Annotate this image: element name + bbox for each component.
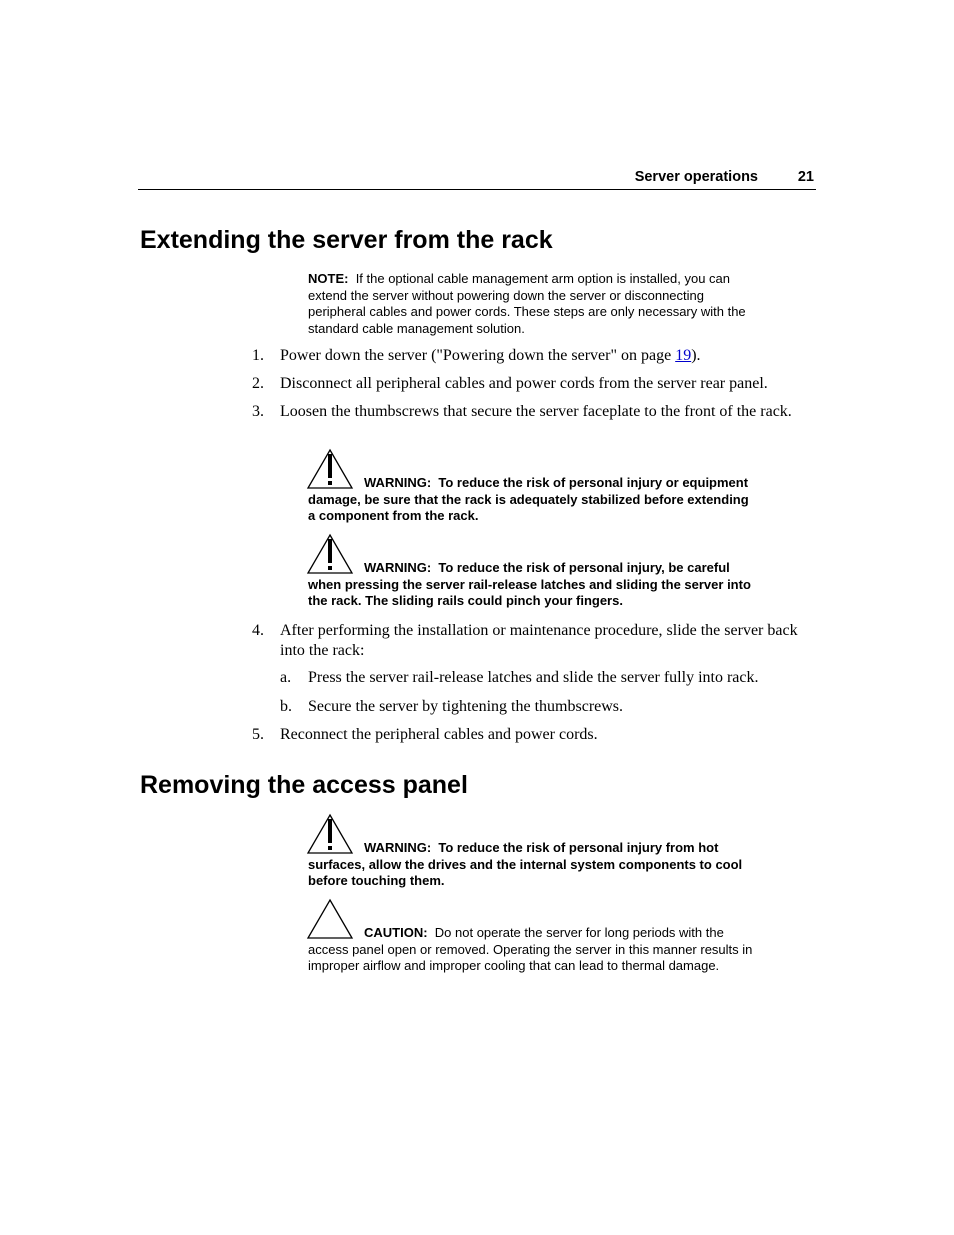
substep-text: Secure the server by tightening the thumbscrews. [308,698,624,715]
step-text: Disconnect all peripheral cables and power cords from the server rear panel. [280,375,768,392]
caution-label: CAUTION: [364,925,428,940]
warning-label: WARNING: [364,840,432,855]
warning-box-3 [308,813,753,890]
warning-label: WARNING: [364,560,432,575]
warning-text: To reduce the risk of personal injury from hot surfaces, allow the drives and the internal system components to cool before touching them. [308,840,743,888]
section-title-removing: Removing the access panel [140,771,468,799]
substep-b [280,697,820,717]
caution-box [308,898,758,975]
step-number: 2. [252,375,264,392]
substep-letter: a. [280,669,292,686]
page-header [138,168,816,190]
substep-text: Press the server rail-release latches and slide the server fully into rack. [308,669,759,686]
section-title-extending: Extending the server from the rack [140,226,553,254]
page-link[interactable]: 19 [675,347,692,364]
step-number: 4. [252,622,264,639]
page-number: 21 [797,169,814,185]
step-number: 1. [252,347,264,364]
step-text: Loosen the thumbscrews that secure the server faceplate to the front of the rack. [280,403,792,420]
header-section-title: Server operations [634,169,758,185]
step-5 [252,725,812,745]
step-text: After performing the installation or maintenance procedure, slide the server back into the rack: [280,622,798,659]
warning-text: To reduce the risk of personal injury, be careful when pressing the server rail-release latches and sliding the server into the rack. The sliding rails could pinch your fingers. [308,560,751,608]
caution-text: Do not operate the server for long periods with the access panel open or removed. Operating the server in this manner results in improper airflow and improper cooling that can lead to thermal damage. [308,925,753,973]
note-label: NOTE: [308,271,349,286]
step-3 [252,402,800,422]
step-4 [252,621,808,661]
substep-a [280,668,820,688]
note-text: If the optional cable management arm option is installed, you can extend the server without powering down the server or disconnecting peripheral cables and power cords. These steps are only necessary with the standard cable management solution. [308,271,746,336]
warning-box-1 [308,448,753,525]
warning-text: To reduce the risk of personal injury or equipment damage, be sure that the rack is adequately stabilized before extending a component from the rack. [308,475,749,523]
step-text: Reconnect the peripheral cables and power cords. [280,726,598,743]
note-box [308,271,763,337]
substep-letter: b. [280,698,292,715]
step-number: 5. [252,726,264,743]
step-2 [252,374,812,394]
warning-label: WARNING: [364,475,432,490]
warning-box-2 [308,533,753,610]
step-text: Power down the server ("Powering down the server" on page [280,347,676,364]
step-1 [252,346,812,366]
step-number: 3. [252,403,264,420]
step-text-end: ). [691,347,701,364]
